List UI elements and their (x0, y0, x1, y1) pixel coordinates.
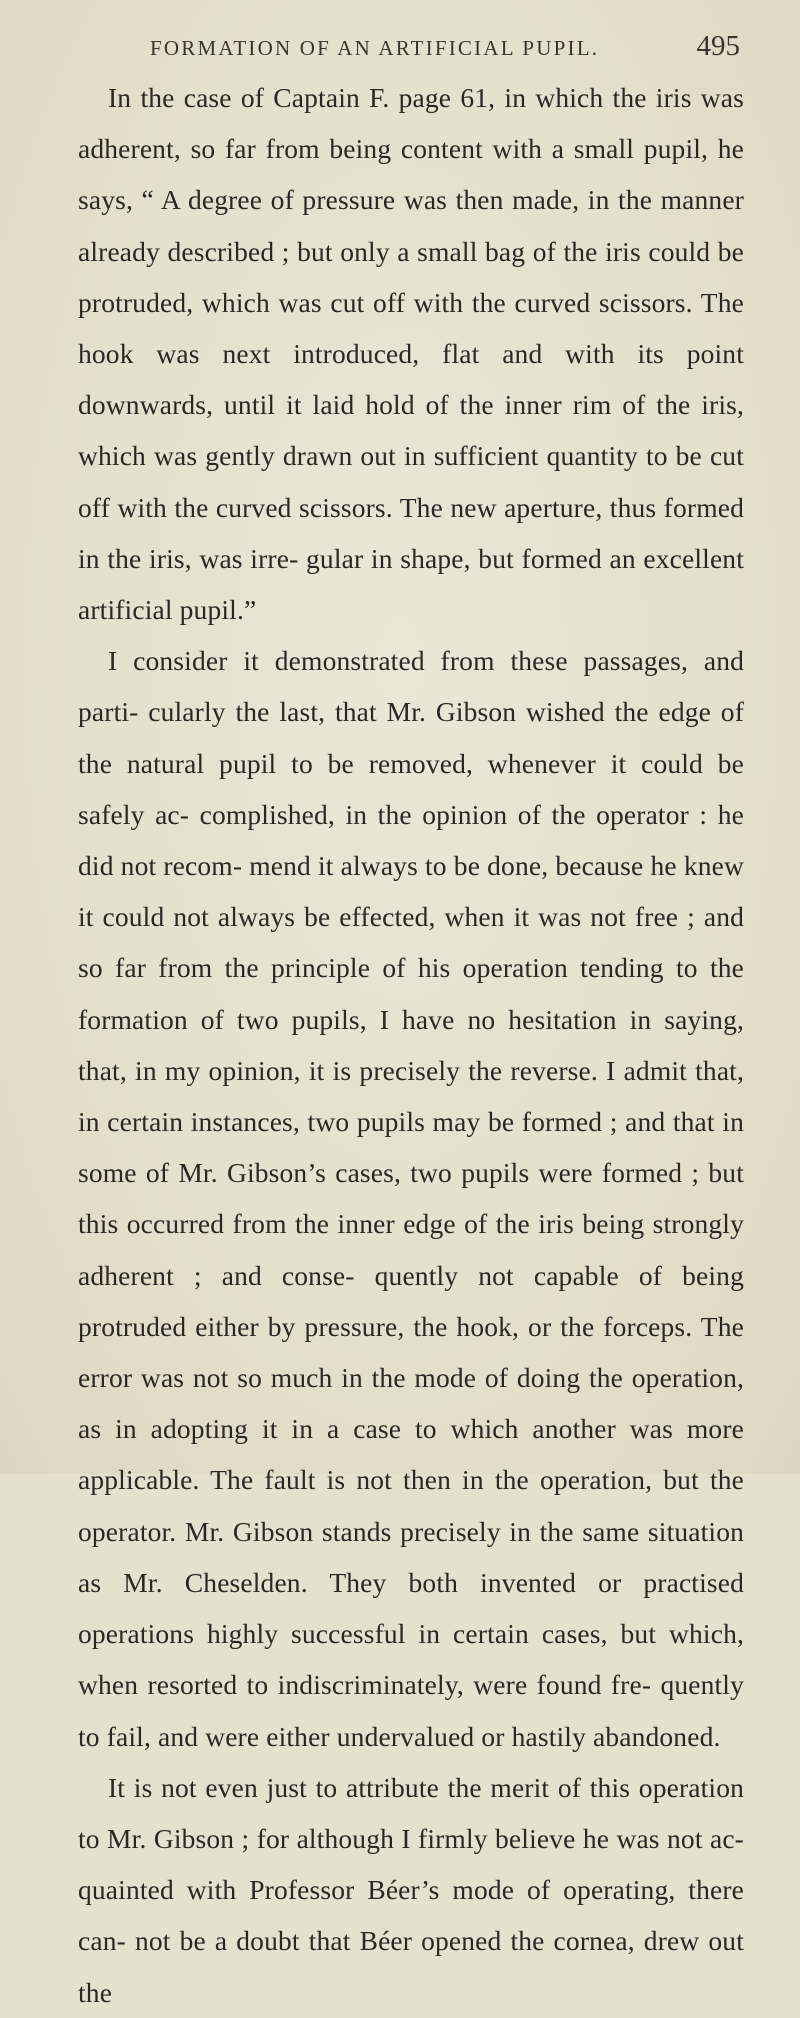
page-number: 495 (696, 30, 740, 62)
running-head: FORMATION OF AN ARTIFICIAL PUPIL. (150, 36, 600, 60)
paragraph-3: It is not even just to attribute the merit of this operation to Mr. Gibson ; for although I firmly believe he was not ac- quainted with Professor Béer’s mode of operating, there can- not be a doubt that Béer opened the cornea, drew out the (78, 1771, 744, 2008)
page-header (150, 30, 740, 66)
paragraph-1: In the case of Captain F. page 61, in which the iris was adherent, so far from being content with a small pupil, he says, “ A degree of pressure was then made, in the manner already described ; but only a small bag of the iris could be protruded, which was cut off with the curved scissors. The hook was next introduced, flat and with its point downwards, until it laid hold of the inner rim of the iris, which was gently drawn out in sufficient quantity to be cut off with the curved scissors. The new aperture, thus formed in the iris, was irre- gular in shape, but formed an excellent artificial pupil.” (78, 82, 744, 626)
body-text (78, 72, 744, 2018)
paragraph-2: I consider it demonstrated from these passages, and parti- cularly the last, that Mr. Gibson wished the edge of the natural pupil to be removed, whenever it could be safely ac- complished, in the opinion of the operator : he did not recom- mend it always to be done, because he knew it could not always be effected, when it was not free ; and so far from the principle of his operation tending to the formation of two pupils, I have no hesitation in saying, that, in my opinion, it is precisely the reverse. I admit that, in certain instances, two pupils may be formed ; and that in some of Mr. Gibson’s cases, two pupils were formed ; but this occurred from the inner edge of the iris being strongly adherent ; and conse- quently not capable of being protruded either by pressure, the hook, or the forceps. The error was not so much in the mode of doing the operation, as in adopting it in a case to which another was more applicable. The fault is not then in the operation, but the operator. Mr. Gibson stands precisely in the same situation as Mr. Cheselden. They both invented or practised operations highly successful in certain cases, but which, when resorted to indiscriminately, were found fre- quently to fail, and were either undervalued or hastily abandoned. (78, 645, 744, 1752)
